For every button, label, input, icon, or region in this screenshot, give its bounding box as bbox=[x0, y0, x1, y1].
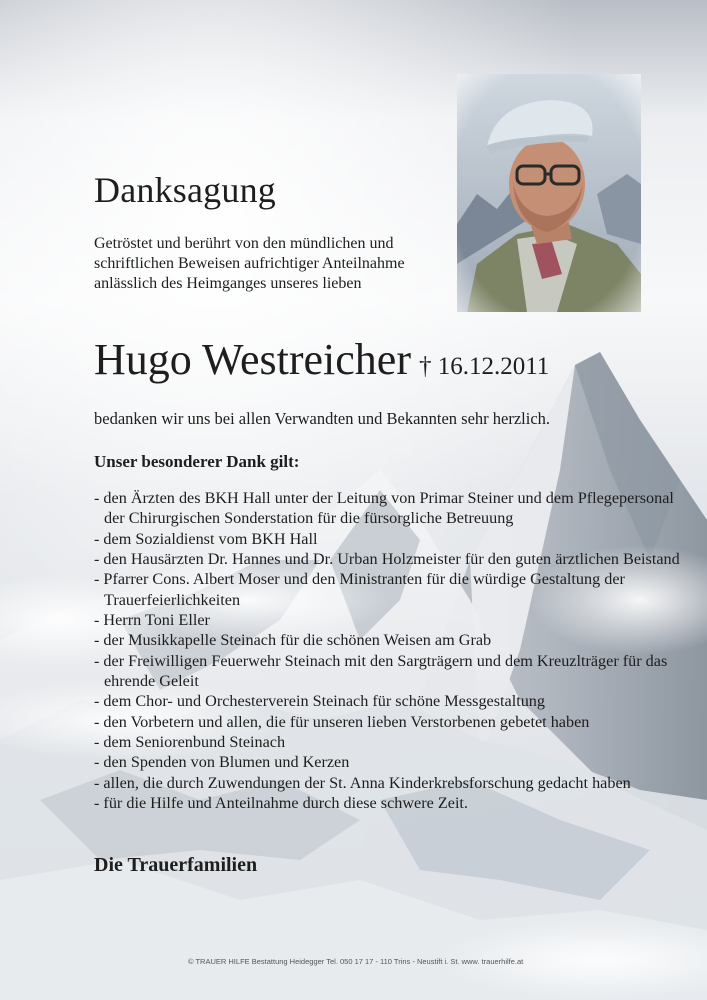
intro-text: Getröstet und berührt von den mündlichen und schriftlichen Beweisen aufrichtiger Anteilnahme anlässlich des Heimganges unseres lieben bbox=[94, 235, 405, 292]
signature: Die Trauerfamilien bbox=[94, 854, 258, 876]
deceased-name: Hugo Westreicher bbox=[94, 335, 411, 384]
list-item: - Herrn Toni Eller bbox=[94, 611, 210, 630]
list-item: - den Hausärzten Dr. Hannes und Dr. Urban Holzmeister für den guten ärztlichen Beistand bbox=[94, 550, 680, 569]
list-item: - den Spenden von Blumen und Kerzen bbox=[94, 753, 350, 772]
thanks-line: bedanken wir uns bei allen Verwandten und Bekannten sehr herzlich. bbox=[94, 409, 551, 428]
list-item: - der Musikkapelle Steinach für die schönen Weisen am Grab bbox=[94, 631, 492, 650]
death-date: † 16.12.2011 bbox=[418, 353, 550, 380]
page-title: Danksagung bbox=[94, 170, 276, 210]
list-item: - den Ärzten des BKH Hall unter der Leitung von Primar Steiner und dem Pflegepersonal der Chirurgischen Sonderstation für die fürsorgliche Betreuung bbox=[94, 489, 674, 528]
thanks-list bbox=[94, 488, 694, 814]
special-thanks-heading: Unser besonderer Dank gilt: bbox=[94, 452, 300, 471]
list-item: - dem Seniorenbund Steinach bbox=[94, 733, 286, 752]
deceased-line bbox=[94, 334, 549, 385]
footer: © TRAUER HILFE Bestattung Heidegger Tel. 050 17 17 - 110 Trins - Neustift i. St. www. trauerhilfe.at bbox=[188, 957, 524, 966]
list-item: - der Freiwilligen Feuerwehr Steinach mit den Sargträgern und dem Kreuzlträger für das ehrende Geleit bbox=[94, 651, 668, 691]
list-item: - allen, die durch Zuwendungen der St. Anna Kinderkrebsforschung gedacht haben bbox=[94, 773, 631, 792]
list-item: - den Vorbetern und allen, die für unseren lieben Verstorbenen gebetet haben bbox=[94, 712, 590, 731]
list-item: - dem Sozialdienst vom BKH Hall bbox=[94, 529, 318, 548]
list-item: - Pfarrer Cons. Albert Moser und den Ministranten für die würdige Gestaltung der Trauerfeierlichkeiten bbox=[94, 570, 625, 609]
list-item: - für die Hilfe und Anteilnahme durch diese schwere Zeit. bbox=[94, 794, 468, 813]
list-item: - dem Chor- und Orchesterverein Steinach für schöne Messgestaltung bbox=[94, 692, 545, 711]
portrait-photo bbox=[457, 74, 641, 312]
